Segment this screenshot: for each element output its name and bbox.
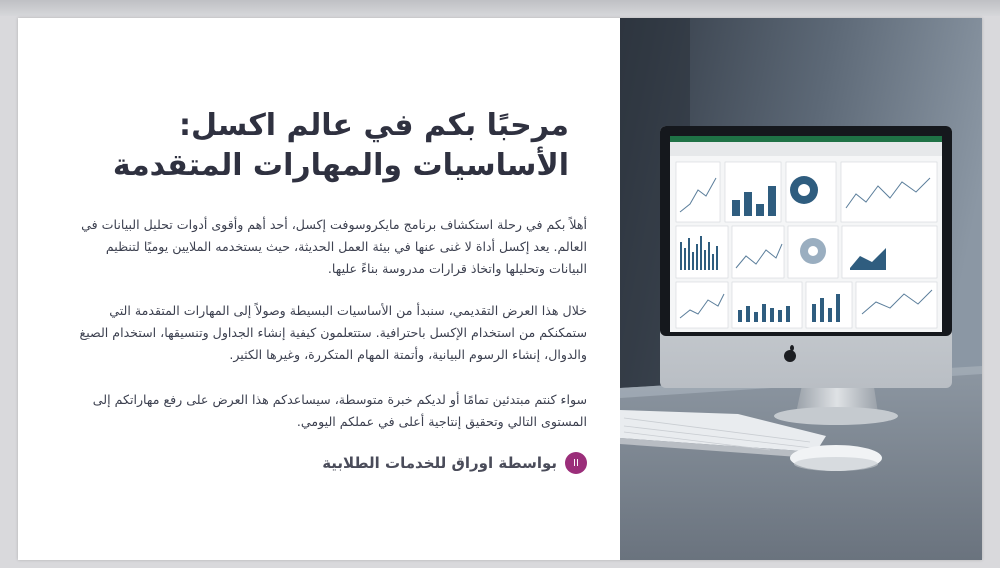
author-credit: بواسطة اوراق للخدمات الطلابية xyxy=(322,454,557,472)
slide-title xyxy=(49,106,569,186)
window-top-bar xyxy=(0,0,1000,16)
presentation-slide xyxy=(18,18,982,560)
intro-paragraph: أهلاً بكم في رحلة استكشاف برنامج مايكروسوفت إكسل، أحد أهم وأقوى أدوات تحليل البيانات في العالم. يعد إكسل أداة لا غنى عنها في بيئة العمل الحديثة، حيث يستخدمه الملايين يوميًا لتنظيم البيانات وتحليلها واتخاذ قرارات مدروسة بناءً عليها. xyxy=(81,217,587,276)
closing-paragraph: سواء كنتم مبتدئين تمامًا أو لديكم خبرة متوسطة، سيساعدكم هذا العرض على رفع مهاراتكم إلى المستوى التالي وتحقيق إنتاجية أعلى في عملكم اليومي. xyxy=(92,392,587,429)
slide-title-line-1: مرحبًا بكم في عالم اكسل: xyxy=(179,108,569,143)
overview-paragraph: خلال هذا العرض التقديمي، سنبدأ من الأساسيات البسيطة وصولاً إلى المهارات المتقدمة التي ستمكنكم من استخدام الإكسل باحترافية. ستتعلمون كيفية إنشاء الجداول وتنسيقها، استخدام الصيغ والدوال، إنشاء الرسوم البيانية، وأتمتة المهام المتكررة، وغيرها الكثير. xyxy=(79,303,587,362)
author-line xyxy=(322,451,587,475)
author-badge-icon: II xyxy=(565,452,587,474)
slide-title-line-2: الأساسيات والمهارات المتقدمة xyxy=(112,148,569,183)
slide-text-area xyxy=(18,18,620,560)
imac-photo xyxy=(620,18,982,560)
